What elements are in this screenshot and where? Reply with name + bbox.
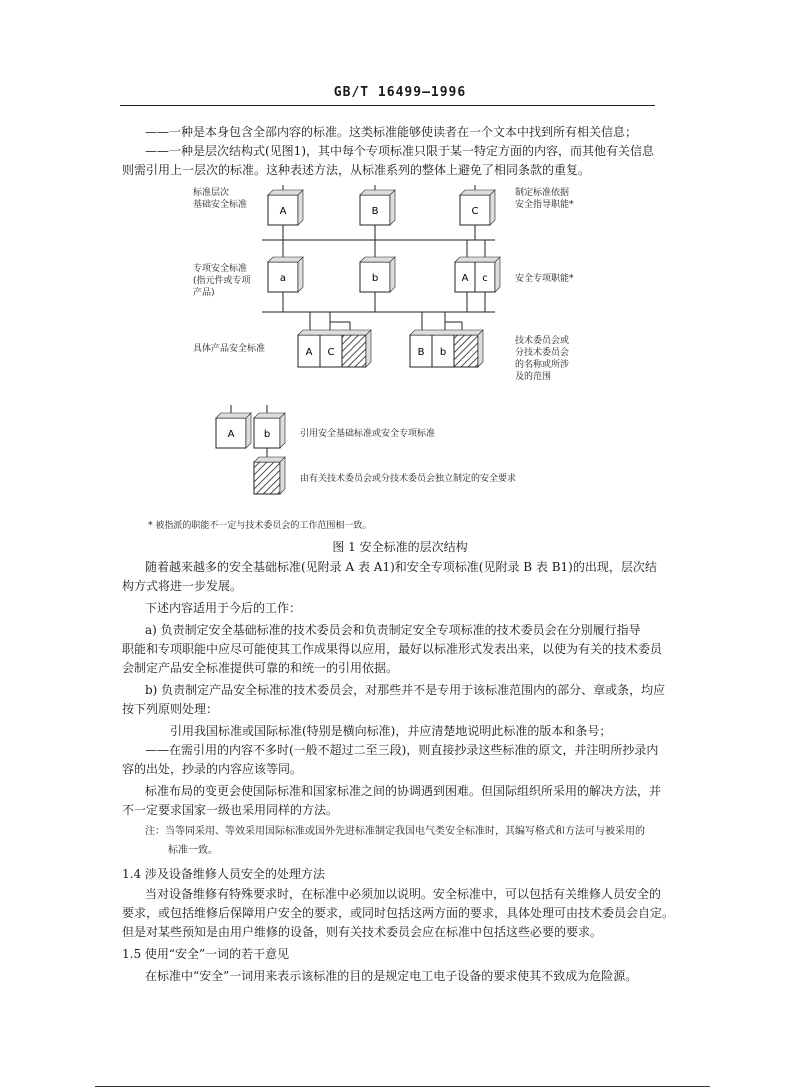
label-tc-1: 技术委员会或 [515,336,570,346]
box-label-A2: A [461,273,469,284]
basic-box-A [268,190,303,225]
para-a-line-3: 会制定产品安全标准提供可靠的和统一的引用依据。 [122,661,399,675]
bottom-rule [95,1086,710,1087]
box-label-C: C [471,206,479,217]
para-a-line-1: a) 负责制定安全基础标准的技术委员会和负责制定安全专项标准的技术委员会在分别履行指导 [145,623,641,637]
label-special-standard: 专项安全标准 [193,264,248,274]
legend-box-b [254,413,285,448]
legend-box-A [216,413,251,448]
figure-footnote: * 被指派的职能不一定与技术委员会的工作范围相一致。 [148,521,372,531]
legend-own-text: 由有关技术委员会或分技术委员会独立制定的安全要求 [300,474,517,484]
legend-hatched-box [254,457,285,494]
special-box-Ac [455,257,500,292]
section-1-4-line-3: 但是对某些预知是由用户维修的设备，则有关技术委员会应在标准中包括这些必要的要求。 [122,925,603,939]
para-b-line-2: 按下列原则处理： [122,702,219,716]
label-basic-standard: 基础安全标准 [193,200,248,210]
basic-box-C [460,190,495,225]
special-box-a [268,257,303,292]
para-d-line-2: 不一定要求国家一级也采用同样的方法。 [122,803,339,817]
para-c-line-3: 容的出处，抄录的内容应该等同。 [122,762,303,776]
product-group-2 [410,330,483,367]
box-label-pA: A [305,347,313,358]
label-level-title: 标准层次 [193,188,230,198]
figure-caption: 图 1 安全标准的层次结构 [332,540,468,554]
label-special-detail: (指元件或专项 [193,276,251,286]
legend-label-A: A [227,429,235,440]
hierarchy-diagram [0,0,800,520]
section-1-5-line-1: 在标准中“安全”一词用来表示该标准的目的是规定电工电子设备的要求使其不致成为危险源。 [145,969,638,983]
section-1-4-line-1: 当对设备维修有特殊要求时，在标准中必须加以说明。安全标准中，可以包括有关维修人员安全的 [145,887,662,901]
note-line-1: 注：当等同采用、等效采用国际标准或国外先进标准制定我国电气类安全标准时，其编写格式和方法可与被采用的 [145,826,645,837]
box-label-pC: C [327,347,335,358]
label-product-standard: 具体产品安全标准 [193,344,266,354]
special-box-b [360,257,395,292]
para-2: 下述内容适用于今后的工作： [145,601,302,615]
para-c-line-2: ——在需引用的内容不多时(一般不超过二至三段)，则直接抄录这些标准的原文，并注明所抄录内 [145,743,659,757]
intro-line-3: 则需引用上一层次的标准。这种表述方法，从标准系列的整体上避免了相同条款的重复。 [122,163,591,177]
page-header-code: GB/T 16499—1996 [333,85,467,100]
box-label-B: B [371,206,379,217]
para-a-line-2: 职能和专项职能中应尽可能使其工作成果得以应用，最好以标准形式发表出来，以使为有关的技术委员 [122,642,663,656]
section-1-5-heading: 1.5 使用“安全”一词的若干意见 [122,947,290,961]
label-basis: 制定标准依据 [515,188,570,198]
box-label-a: a [279,273,287,284]
label-tc-2: 分技术委员会 [515,348,570,358]
section-1-4-heading: 1.4 涉及设备维修人员安全的处理方法 [122,867,325,881]
box-label-b: b [371,273,379,284]
para-d-line-1: 标准布局的变更会使国际标准和国家标准之间的协调遇到困难。但国际组织所采用的解决方法，并 [145,784,662,798]
box-label-A: A [279,206,287,217]
para-b-line-1: b) 负责制定产品安全标准的技术委员会，对那些并不是专用于该标准范围内的部分、章或条，均应 [145,683,666,697]
para-1-line-1: 随着越来越多的安全基础标准(见附录 A 表 A1)和安全专项标准(见附录 B 表 B1)的出现，层次结 [145,560,657,574]
label-special-function: 安全专项职能* [515,274,574,284]
box-label-pb: b [439,347,447,358]
legend-ref-text: 引用安全基础标准或安全专项标准 [300,429,436,439]
legend-label-b: b [263,429,271,440]
label-special-product: 产品) [193,288,215,298]
intro-line-1: ——一种是本身包含全部内容的标准。这类标准能够使读者在一个文本中找到所有相关信息； [145,125,638,139]
label-guidance-function: 安全指导职能* [515,200,574,210]
intro-line-2: ——一种是层次结构式(见图1)，其中每个专项标准只限于某一特定方面的内容，而其他有关信息 [145,144,655,158]
box-label-pB: B [417,347,425,358]
basic-box-B [360,190,395,225]
para-1-line-2: 构方式将进一步发展。 [122,579,243,593]
label-tc-4: 及的范围 [515,372,552,382]
product-group-1 [298,330,371,367]
note-line-2: 标准一致。 [168,845,218,856]
section-1-4-line-2: 要求，或包括维修后保障用户安全的要求，或同时包括这两方面的要求，具体处理可由技术委员会自定。 [122,906,675,920]
para-c-line-1: 引用我国标准或国际标准(特别是横向标准)，并应清楚地说明此标准的版本和条号； [170,724,612,738]
box-label-c: c [482,273,488,284]
label-tc-3: 的名称或所涉 [515,360,570,370]
